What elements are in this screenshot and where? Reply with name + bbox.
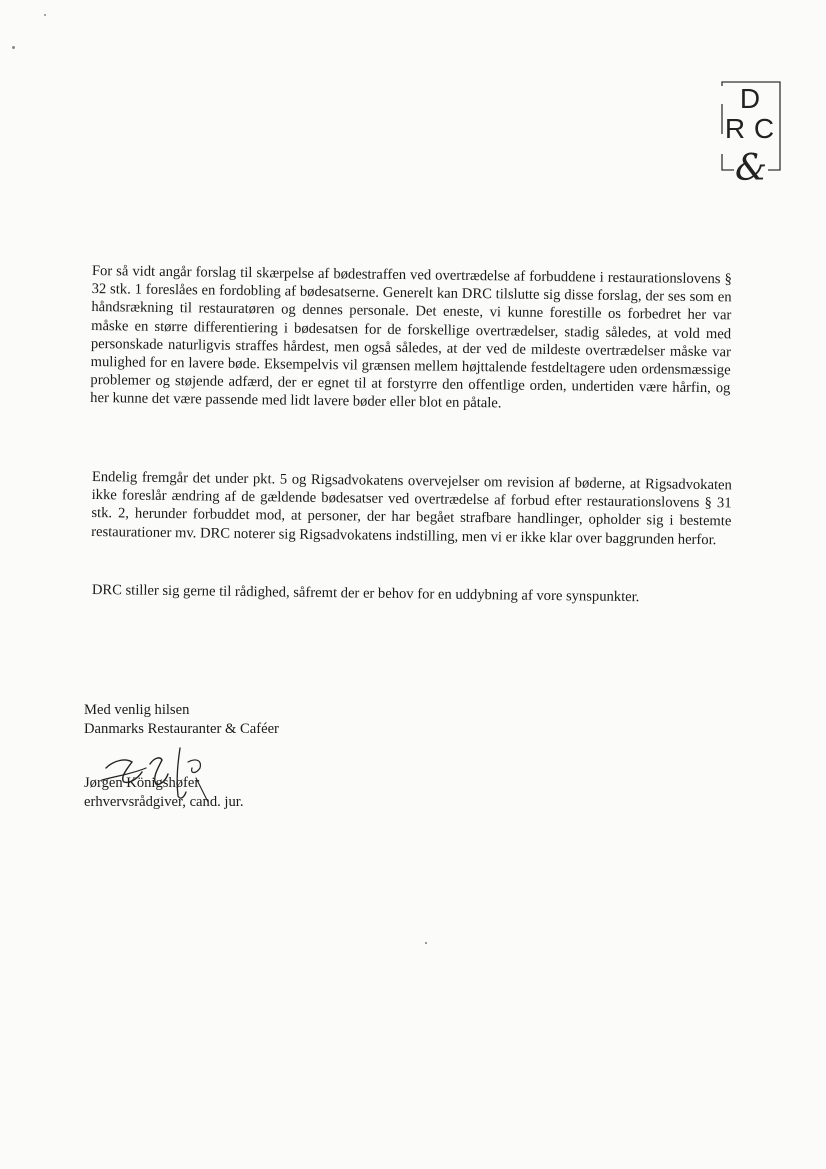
body-paragraph-1 [90, 262, 732, 416]
signer-title: erhvervsrådgiver, cand. jur. [84, 793, 244, 810]
scan-speck [44, 14, 46, 16]
logo-letter-r: R [724, 113, 746, 144]
handwritten-signature [96, 738, 236, 808]
drc-logo-icon [718, 78, 782, 186]
scan-speck [425, 942, 427, 944]
logo-letter-d: D [739, 83, 761, 114]
signer-name: Jørgen Königshøfer [84, 775, 200, 792]
paragraph-text: DRC stiller sig gerne til rådighed, såfremt der er behov for en uddybning af vore synspunkter. [91, 581, 640, 606]
logo-ampersand: & [734, 148, 768, 186]
closing-organization: Danmarks Restauranter & Caféer [84, 720, 279, 737]
body-paragraph-3 [92, 581, 732, 608]
scan-speck [12, 46, 15, 49]
body-paragraph-2 [91, 468, 732, 549]
logo-letter-c: C [753, 113, 775, 144]
paragraph-text: Endelig fremgår det under pkt. 5 og Rigsadvokatens overvejelser om revision af bøderne, at Rigsadvokaten ikke foreslår ændring af de gældende bødesatser ved overtrædelse af forbud efter restaurationslovens § 31 stk. 2, herunder forbuddet mod, at personer, der har begået strafbare handlinger, opholder sig i bestemte restaurationer mv. DRC noterer sig Rigsadvokatens indstilling, men vi er ikke klar over baggrunden herfor. [91, 468, 732, 548]
paragraph-text: For så vidt angår forslag til skærpelse af bødestraffen ved overtrædelse af forbuddene i restaurationslovens § 32 stk. 1 foreslåes en fordobling af bødesatserne. Generelt kan DRC tilslutte sig disse forslag, der ses som en håndsrækning til restauratøren og dennes personale. Det eneste, vi kunne forestille os forbedret her var måske en større differentiering i bødesatsen for de forskellige overtrædelser, stadig således, at vold med personskade naturligvis straffes hårdest, men også således, at der ved de mildeste overtrædelser måske var mulighed for en lavere bøde. Eksempelvis vil grænsen mellem højttalende festdeltagere uden ordensmæssige problemer og støjende adfærd, der er egnet til at forstyrre den offentlige orden, undertiden være hårfin, og her kunne det være passende med lidt lavere bøder eller blot en påtale. [90, 262, 732, 412]
closing-greeting: Med venlig hilsen [84, 702, 190, 718]
